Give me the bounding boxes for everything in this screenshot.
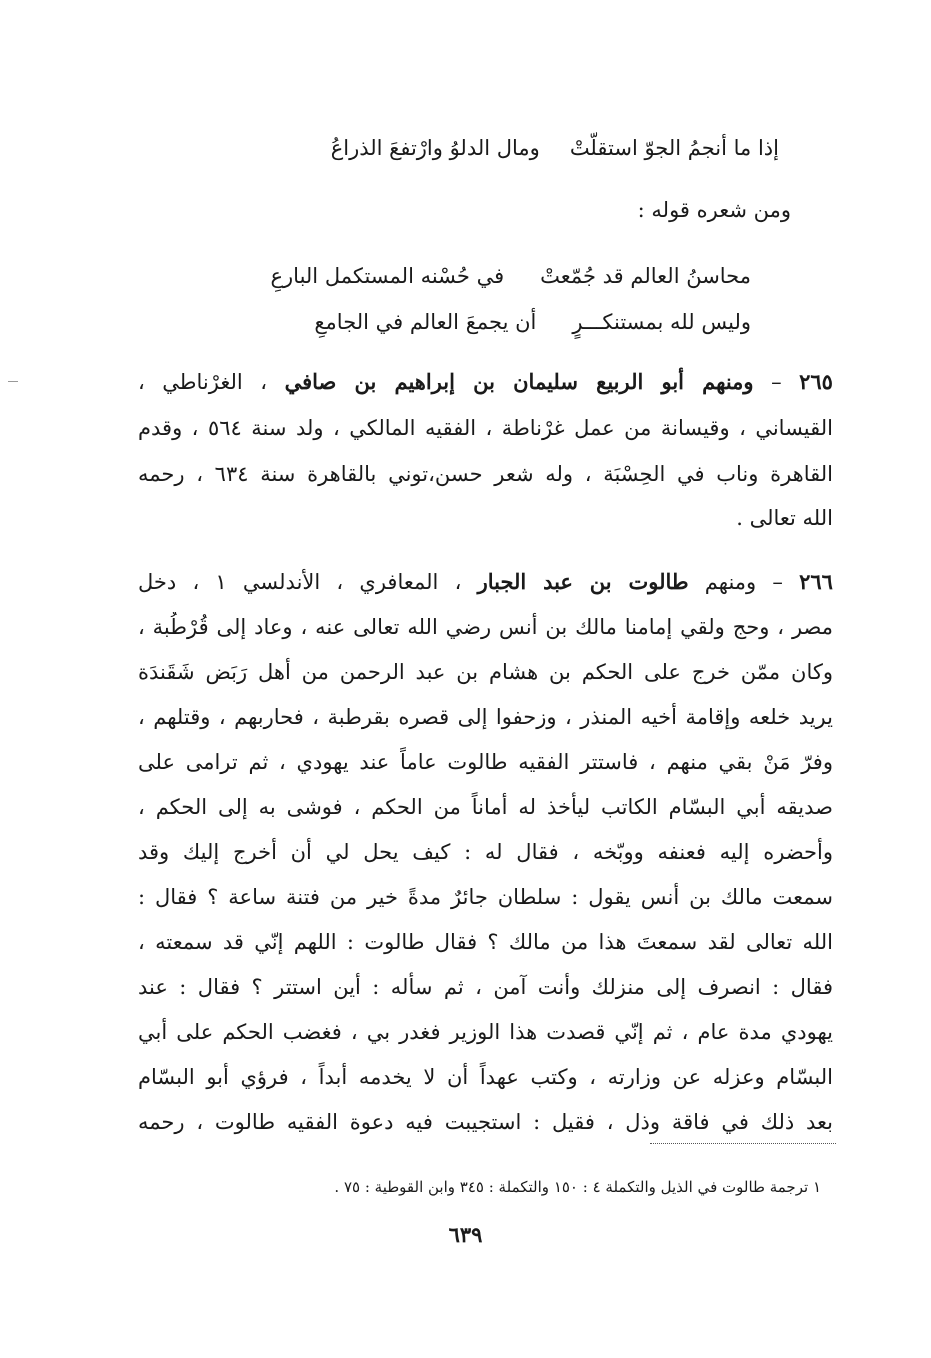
entry-265-rest: ، الغرْناطي ، bbox=[138, 370, 268, 394]
verse-line-1 bbox=[331, 128, 779, 168]
entry-266-line: البسّام وعزله عن وزارته ، وكتب عهداً أن لا يخدمه أبداً ، فرؤي أبو البسّام bbox=[138, 1065, 833, 1089]
entry-265-number: ٢٦٥ bbox=[799, 369, 833, 394]
verse-3-first-hemistich: وليس لله بمستنكـــرٍ bbox=[572, 310, 751, 334]
footnote-separator bbox=[650, 1143, 836, 1144]
entry-266-line: وكان ممّن خرج على الحكم بن هشام بن عبد الرحمن من أهل رَبَض شَقَندَة bbox=[138, 660, 833, 684]
entry-266-rest: ، المعافري ، الأندلسي ١ ، دخل bbox=[138, 570, 462, 594]
entry-265-heading bbox=[138, 367, 833, 397]
entry-266-line: بعد ذلك في فاقة وذل ، فقيل : استجيبت فيه دعوة الفقيه طالوت ، رحمه bbox=[138, 1110, 833, 1134]
footnote: ١ ترجمة طالوت في الذيل والتكملة ٤ : ١٥٠ والتكملة : ٣٤٥ وابن القوطية : ٧٥ . bbox=[334, 1178, 821, 1196]
entry-265-dash: – bbox=[771, 370, 782, 394]
verse-3-second-hemistich: أن يجمعَ العالم في الجامعِ bbox=[314, 310, 537, 334]
verse-2-first-hemistich: محاسنُ العالم قد جُمّعتْ bbox=[540, 264, 751, 288]
entry-265-line: القيساني ، وقيسانة من عمل غرْناطة ، الفقيه المالكي ، ولد سنة ٥٦٤ ، وقدم bbox=[138, 416, 833, 440]
entry-265-name: ومنهم أبو الربيع سليمان بن إبراهيم بن صافي bbox=[284, 369, 754, 394]
verse-line-2 bbox=[271, 256, 752, 296]
entry-266-heading bbox=[138, 567, 833, 597]
entry-266-line: الله تعالى لقد سمعتَ هذا من مالك ؟ فقال طالوت : اللهم إنّي قد سمعته ، bbox=[138, 930, 833, 954]
entry-266-line: مصر ، وحج ولقي إمامنا مالك بن أنس رضي الله تعالى عنه ، وعاد إلى قُرْطُبة ، bbox=[138, 615, 833, 639]
verse-2-second-hemistich: في حُسْنه المستكمل البارعِ bbox=[270, 264, 505, 288]
verse-1-second-hemistich: ومال الدلوُ وارْتفعَ الذراعُ bbox=[330, 136, 540, 160]
entry-266-line: يهودي مدة عام ، ثم إنّي قصدت هذا الوزير فغدر بي ، فغضب الحكم على أبي bbox=[138, 1020, 833, 1044]
page-number: ٦٣٩ bbox=[448, 1222, 483, 1247]
entry-266-line: وفرّ مَنْ بقي منهم ، فاستتر الفقيه طالوت عاماً عند يهودي ، ثم ترامى على bbox=[138, 750, 833, 774]
entry-265-line: الله تعالى . bbox=[736, 506, 833, 530]
entry-265-line: القاهرة وناب في الحِسْبَة ، وله شعر حسن،توني بالقاهرة سنة ٦٣٤ ، رحمه bbox=[138, 462, 833, 486]
entry-266-prefix: ومنهم bbox=[704, 570, 757, 594]
margin-mark bbox=[8, 381, 18, 382]
entry-266-name: طالوت بن عبد الجبار bbox=[477, 569, 689, 594]
verse-line-3 bbox=[314, 302, 751, 342]
entry-266-line: وأحضره إليه فعنفه ووبّخه ، فقال له : كيف يحل لي أن أخرج إليك وقد bbox=[138, 840, 833, 864]
poem-intro: ومن شعره قوله : bbox=[637, 198, 791, 222]
entry-266-line: يريد خلعه وإقامة أخيه المنذر ، وزحفوا إلى قصره بقرطبة ، فحاربهم ، وقتلهم ، bbox=[138, 705, 833, 729]
entry-266-line: صديقه أبي البسّام الكاتب ليأخذ له أماناً من الحكم ، فوشى به إلى الحكم ، bbox=[138, 795, 833, 819]
entry-266-line: فقال : انصرف إلى منزلك وأنت آمن ، ثم سأله : أين استتر ؟ فقال : عند bbox=[138, 975, 833, 999]
entry-266-line: سمعت مالك بن أنس يقول : سلطان جائرٌ مدةً خير من فتنة ساعة ؟ فقال : bbox=[138, 885, 833, 909]
entry-266-number: ٢٦٦ bbox=[799, 569, 833, 594]
verse-1-first-hemistich: إذا ما أنجمُ الجوّ استقلّتْ bbox=[569, 136, 779, 160]
entry-266-dash: – bbox=[772, 570, 783, 594]
